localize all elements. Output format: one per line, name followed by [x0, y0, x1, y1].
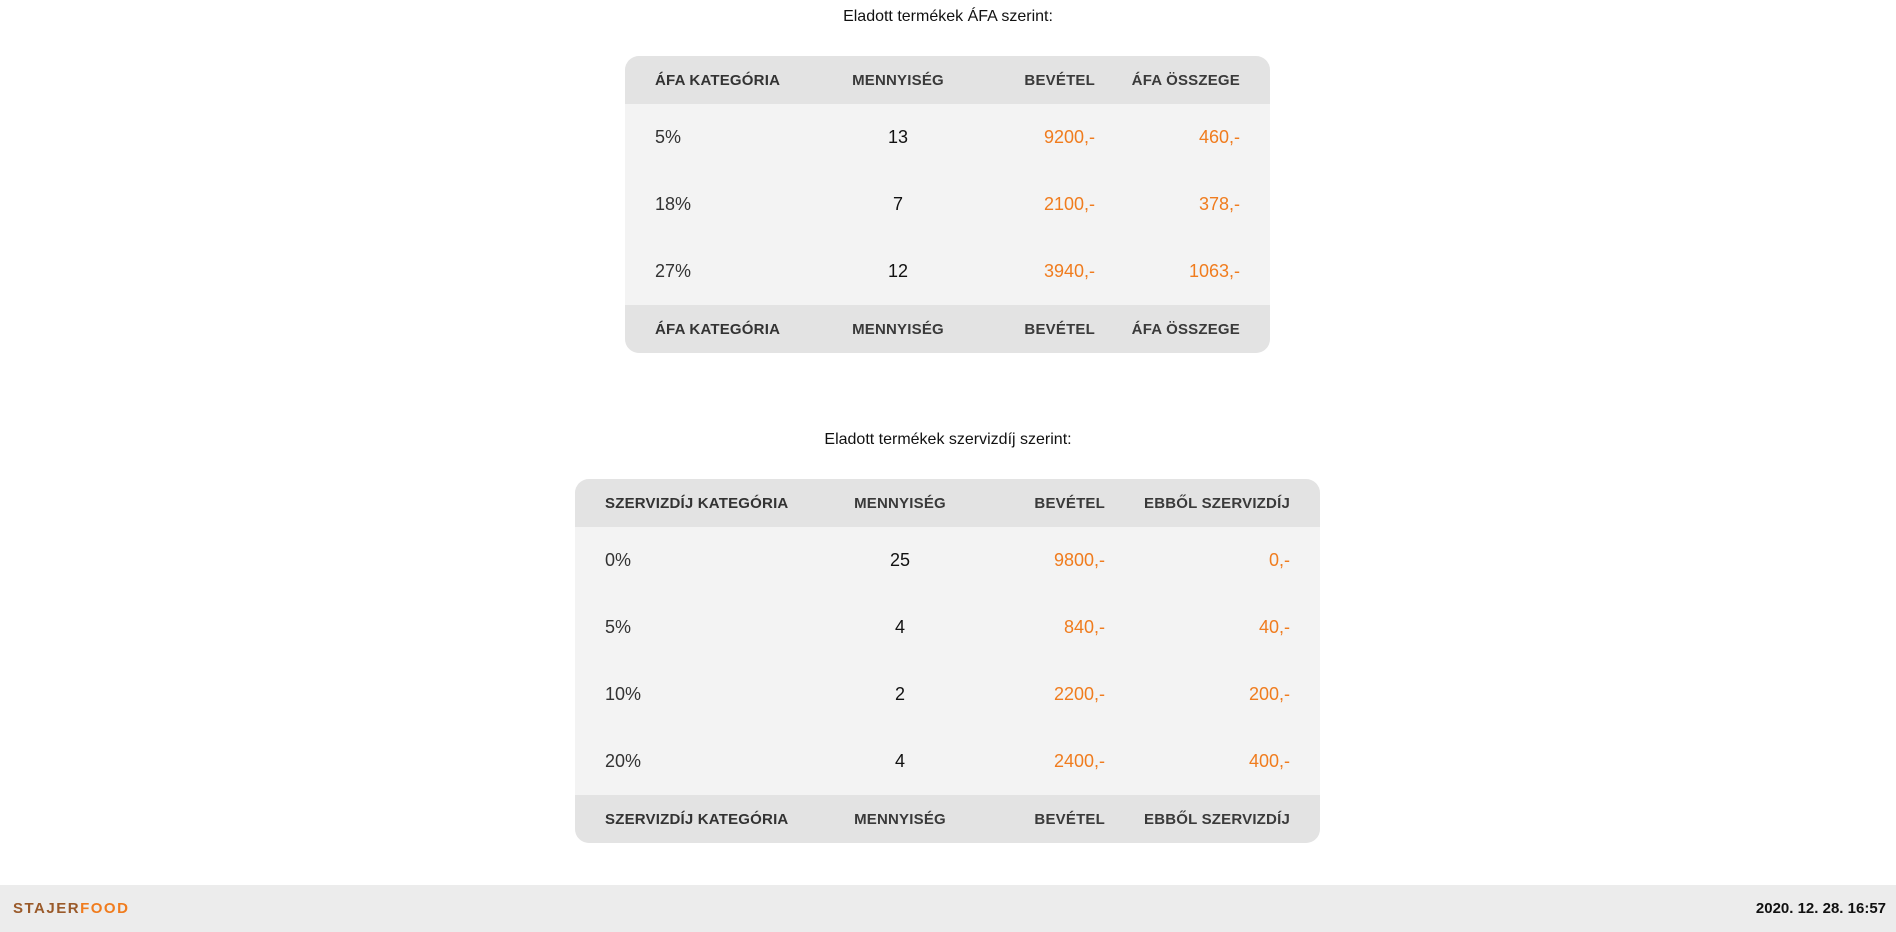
service-category: 20% [605, 751, 642, 771]
service-header-quantity: MENNYISÉG [854, 494, 946, 512]
datetime-display: 2020. 12. 28. 16:57 [1755, 900, 1886, 917]
service-revenue: 840,- [1063, 617, 1105, 637]
table-row [625, 238, 1270, 305]
service-category: 0% [605, 550, 632, 570]
service-footer-revenue: BEVÉTEL [1034, 810, 1105, 828]
table-row [575, 594, 1320, 661]
service-category: 10% [605, 684, 642, 704]
vat-category: 27% [655, 261, 692, 281]
vat-header-revenue: BEVÉTEL [1024, 71, 1095, 89]
service-amount: 200,- [1248, 684, 1290, 704]
vat-category: 5% [655, 127, 682, 147]
service-header-category: SZERVIZDÍJ KATEGÓRIA [605, 494, 789, 512]
brand-name-part1: STAJER [13, 900, 81, 917]
service-table-footer [575, 795, 1320, 843]
service-revenue: 2200,- [1053, 684, 1105, 704]
vat-header-category: ÁFA KATEGÓRIA [655, 71, 781, 89]
service-footer-quantity: MENNYISÉG [854, 810, 946, 828]
vat-amount: 460,- [1198, 127, 1240, 147]
service-category: 5% [605, 617, 632, 637]
table-row [625, 171, 1270, 238]
vat-amount: 378,- [1198, 194, 1240, 214]
vat-footer-quantity: MENNYISÉG [852, 320, 944, 338]
vat-table-header [625, 56, 1270, 104]
service-quantity: 2 [894, 684, 905, 704]
service-quantity: 25 [889, 550, 911, 570]
service-footer-category: SZERVIZDÍJ KATEGÓRIA [605, 810, 789, 828]
table-row [575, 527, 1320, 594]
table-row [625, 104, 1270, 171]
vat-quantity: 13 [887, 127, 909, 147]
brand-logo [13, 900, 129, 917]
vat-section-title: Eladott termékek ÁFA szerint: [843, 8, 1053, 25]
footer-bar [0, 885, 1896, 932]
vat-category: 18% [655, 194, 692, 214]
service-table-header [575, 479, 1320, 527]
vat-revenue: 9200,- [1043, 127, 1095, 147]
vat-amount: 1063,- [1188, 261, 1240, 281]
service-revenue: 2400,- [1053, 751, 1105, 771]
service-quantity: 4 [894, 617, 905, 637]
service-section-title: Eladott termékek szervizdíj szerint: [824, 431, 1072, 448]
vat-revenue: 2100,- [1043, 194, 1095, 214]
vat-quantity: 7 [892, 194, 903, 214]
service-table [575, 479, 1320, 843]
vat-table [625, 56, 1270, 353]
vat-revenue: 3940,- [1043, 261, 1095, 281]
service-revenue: 9800,- [1053, 550, 1105, 570]
vat-quantity: 12 [887, 261, 909, 281]
service-amount: 0,- [1268, 550, 1290, 570]
service-footer-amount: EBBŐL SZERVIZDÍJ [1143, 810, 1290, 828]
service-quantity: 4 [894, 751, 905, 771]
vat-footer-revenue: BEVÉTEL [1024, 320, 1095, 338]
brand-name-part2: FOOD [80, 900, 130, 917]
vat-table-footer [625, 305, 1270, 353]
vat-footer-category: ÁFA KATEGÓRIA [655, 320, 781, 338]
service-header-revenue: BEVÉTEL [1034, 494, 1105, 512]
table-row [575, 728, 1320, 795]
table-row [575, 661, 1320, 728]
vat-header-amount: ÁFA ÖSSZEGE [1131, 71, 1240, 89]
vat-footer-amount: ÁFA ÖSSZEGE [1131, 320, 1240, 338]
service-amount: 400,- [1248, 751, 1290, 771]
service-amount: 40,- [1258, 617, 1290, 637]
service-header-amount: EBBŐL SZERVIZDÍJ [1143, 494, 1290, 512]
vat-header-quantity: MENNYISÉG [852, 71, 944, 89]
